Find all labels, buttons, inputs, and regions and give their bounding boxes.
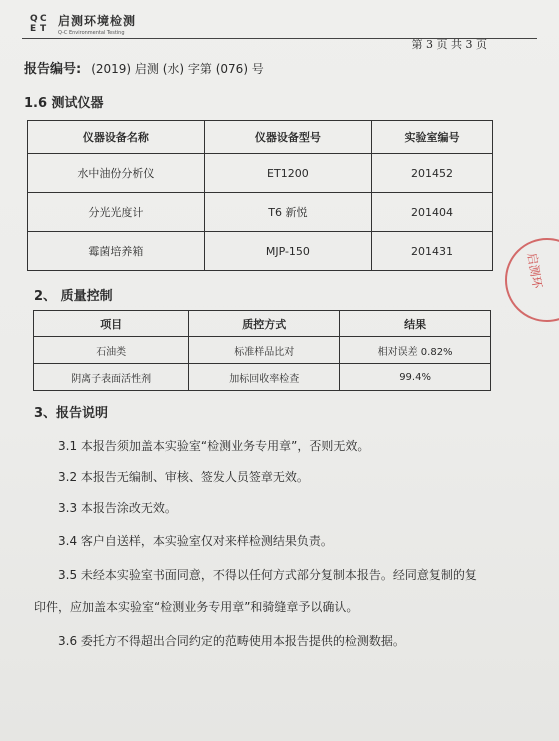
table-cell: T6 新悦 — [204, 193, 371, 232]
logo-chinese-name: 启测环境检测 — [58, 14, 137, 28]
column-header: 结果 — [340, 311, 491, 337]
column-header: 仪器设备名称 — [28, 121, 205, 154]
qcet-logo-icon: Q C E T — [30, 14, 47, 34]
section-quality-control-title: 2、 质量控制 — [34, 289, 113, 304]
logo-english-name: Q-C Environmental Testing — [58, 30, 125, 36]
note-item: 3.4 客户自送样，本实验室仅对来样检测结果负责。 — [58, 534, 333, 548]
table-cell: 阴离子表面活性剂 — [34, 364, 189, 391]
note-item: 3.3 本报告涂改无效。 — [58, 501, 177, 515]
table-cell: 霉菌培养箱 — [28, 232, 205, 271]
table-cell: ET1200 — [204, 154, 371, 193]
instruments-table — [27, 120, 493, 271]
column-header: 质控方式 — [189, 311, 340, 337]
table-cell: 水中油份分析仪 — [28, 154, 205, 193]
table-row — [34, 337, 491, 364]
table-cell: 201452 — [372, 154, 493, 193]
column-header: 实验室编号 — [372, 121, 493, 154]
company-logo — [30, 12, 136, 36]
official-seal — [505, 238, 559, 322]
table-cell: 99.4% — [340, 364, 491, 391]
note-item: 3.5 未经本实验室书面同意，不得以任何方式部分复制本报告。经同意复制的复 — [58, 568, 477, 582]
table-cell: 相对误差 0.82% — [340, 337, 491, 364]
note-item: 3.2 本报告无编制、审核、签发人员签章无效。 — [58, 470, 309, 484]
table-row — [28, 232, 493, 271]
table-cell: 分光光度计 — [28, 193, 205, 232]
section-report-notes-title: 3、报告说明 — [34, 406, 109, 421]
table-cell: 加标回收率检查 — [189, 364, 340, 391]
table-cell: 201404 — [372, 193, 493, 232]
note-item: 3.6 委托方不得超出合同约定的范畴使用本报告提供的检测数据。 — [58, 634, 405, 648]
table-cell: 201431 — [372, 232, 493, 271]
header-divider — [22, 38, 537, 39]
table-row — [34, 364, 491, 391]
report-number-label: 报告编号: — [24, 62, 82, 77]
table-header-row — [34, 311, 491, 337]
note-item: 3.1 本报告须加盖本实验室“检测业务专用章”，否则无效。 — [58, 439, 370, 453]
quality-control-table — [33, 310, 491, 391]
table-cell: MJP-150 — [204, 232, 371, 271]
column-header: 项目 — [34, 311, 189, 337]
table-row — [28, 154, 493, 193]
report-number — [24, 58, 264, 77]
section-instruments-title: 1.6 测试仪器 — [24, 96, 104, 111]
table-row — [28, 193, 493, 232]
report-number-value: (2019) 启测 (水) 字第 (076) 号 — [91, 62, 264, 76]
note-item-continuation: 印件，应加盖本实验室“检测业务专用章”和骑缝章予以确认。 — [34, 600, 359, 614]
table-header-row — [28, 121, 493, 154]
seal-text: 启测环 — [524, 251, 545, 290]
page-indicator: 第 3 页 共 3 页 — [411, 38, 487, 51]
column-header: 仪器设备型号 — [204, 121, 371, 154]
table-cell: 石油类 — [34, 337, 189, 364]
table-cell: 标准样品比对 — [189, 337, 340, 364]
